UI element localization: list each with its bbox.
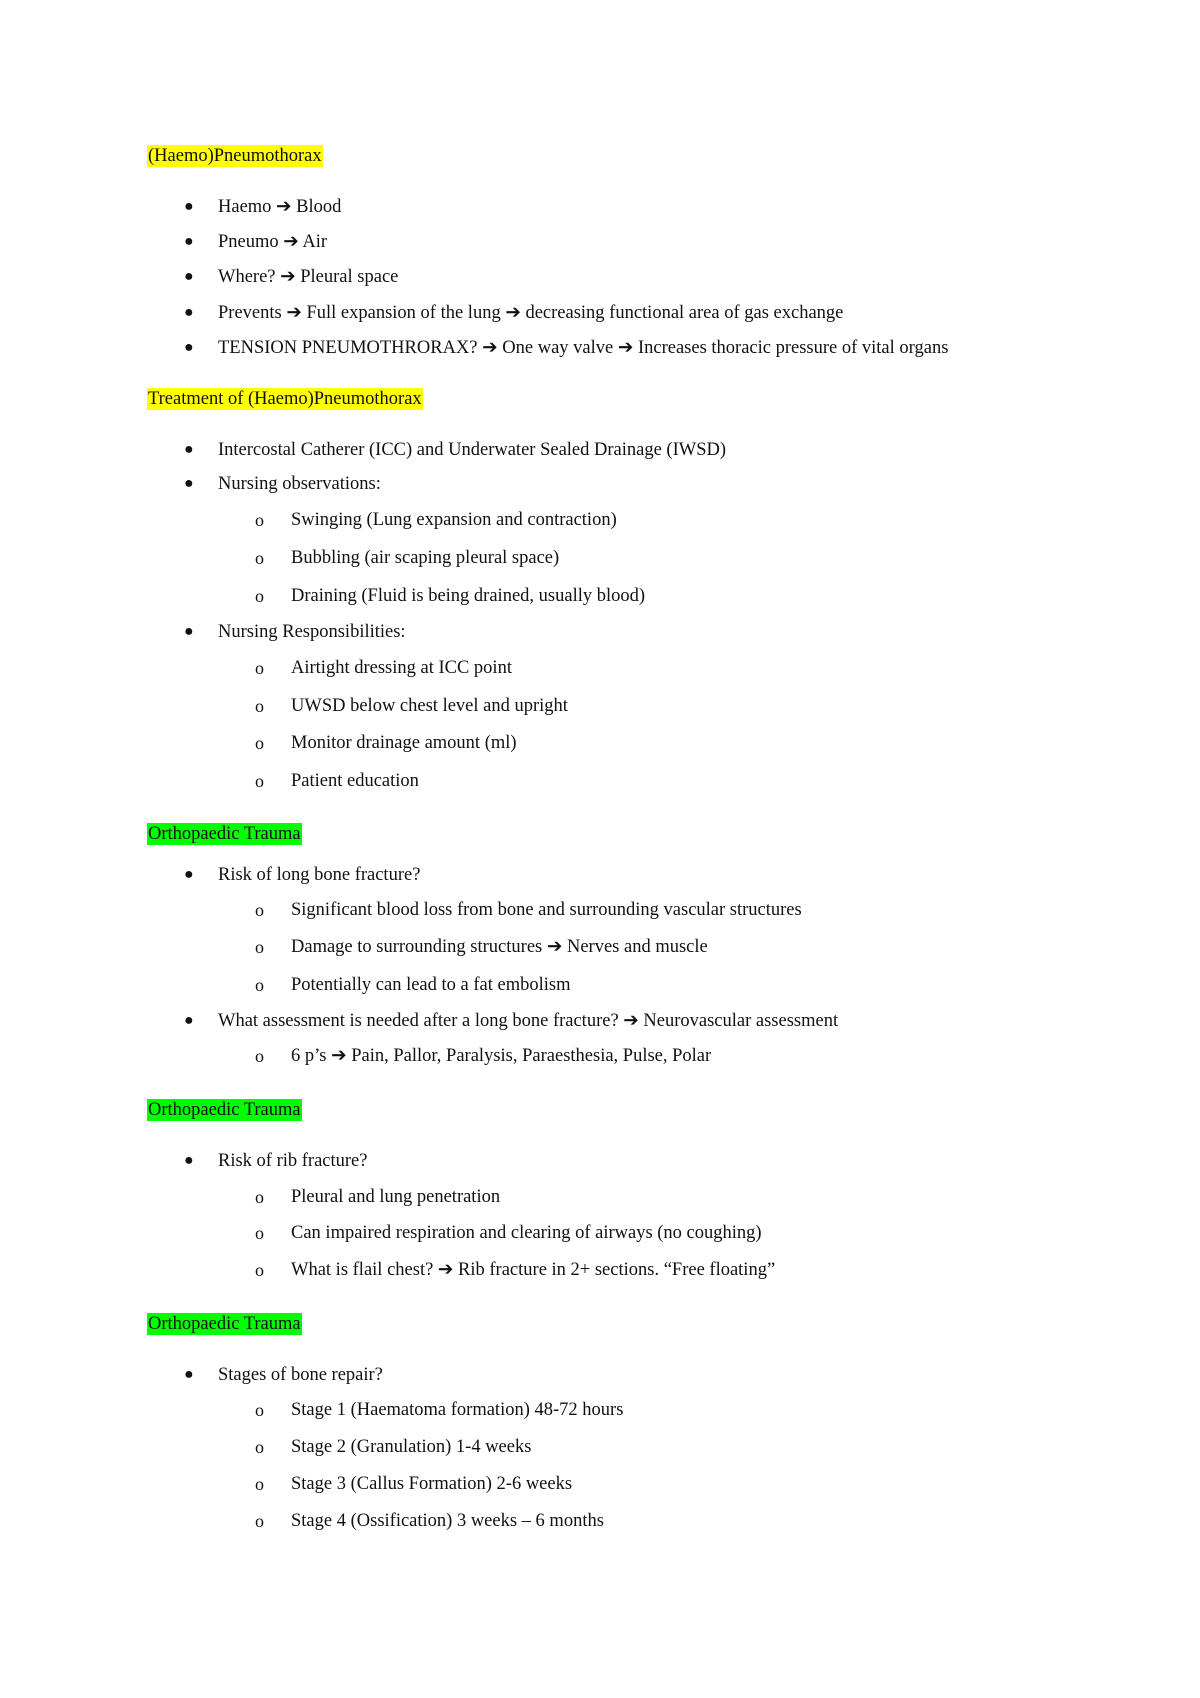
bullet-icon: ● xyxy=(184,623,194,640)
list-item: Where? ➔ Pleural space xyxy=(218,267,399,287)
sub-bullet-icon: o xyxy=(255,1046,264,1066)
sub-bullet-icon: o xyxy=(255,975,264,995)
sub-bullet-icon: o xyxy=(255,937,264,957)
sub-list-item: Airtight dressing at ICC point xyxy=(291,658,512,678)
sub-bullet-icon: o xyxy=(255,1260,264,1280)
sub-bullet-icon: o xyxy=(255,658,264,678)
list-item: Nursing observations: xyxy=(218,474,381,494)
sub-bullet-icon: o xyxy=(255,900,264,920)
bullet-icon: ● xyxy=(184,198,194,215)
sub-bullet-icon: o xyxy=(255,1400,264,1420)
sub-list-item: 6 p’s ➔ Pain, Pallor, Paralysis, Paraesthesia, Pulse, Polar xyxy=(291,1046,712,1066)
list-item: Pneumo ➔ Air xyxy=(218,232,328,252)
bullet-icon: ● xyxy=(184,441,194,458)
sub-bullet-icon: o xyxy=(255,771,264,791)
sub-list-item: Stage 1 (Haematoma formation) 48-72 hours xyxy=(291,1400,624,1420)
sub-bullet-icon: o xyxy=(255,586,264,606)
bullet-icon: ● xyxy=(184,339,194,356)
section-heading: Treatment of (Haemo)Pneumothorax xyxy=(148,389,422,409)
sub-bullet-icon: o xyxy=(255,548,264,568)
section-heading: Orthopaedic Trauma xyxy=(148,1100,301,1120)
list-item: Risk of rib fracture? xyxy=(218,1151,368,1171)
list-item: Stages of bone repair? xyxy=(218,1365,383,1385)
bullet-icon: ● xyxy=(184,866,194,883)
section-heading: Orthopaedic Trauma xyxy=(148,1314,301,1334)
bullet-icon: ● xyxy=(184,304,194,321)
list-item: Intercostal Catherer (ICC) and Underwater Sealed Drainage (IWSD) xyxy=(218,440,727,460)
sub-list-item: Stage 3 (Callus Formation) 2-6 weeks xyxy=(291,1474,573,1494)
sub-bullet-icon: o xyxy=(255,1187,264,1207)
sub-list-item: Patient education xyxy=(291,771,419,791)
list-item: Nursing Responsibilities: xyxy=(218,622,406,642)
list-item: Risk of long bone fracture? xyxy=(218,865,421,885)
sub-list-item: UWSD below chest level and upright xyxy=(291,696,568,716)
sub-list-item: Potentially can lead to a fat embolism xyxy=(291,975,571,995)
bullet-icon: ● xyxy=(184,1366,194,1383)
bullet-icon: ● xyxy=(184,233,194,250)
sub-list-item: Pleural and lung penetration xyxy=(291,1187,501,1207)
sub-list-item: What is flail chest? ➔ Rib fracture in 2+ sections. “Free floating” xyxy=(291,1260,776,1280)
sub-bullet-icon: o xyxy=(255,733,264,753)
sub-bullet-icon: o xyxy=(255,696,264,716)
section-heading: Orthopaedic Trauma xyxy=(148,824,301,844)
sub-list-item: Can impaired respiration and clearing of airways (no coughing) xyxy=(291,1223,762,1243)
sub-list-item: Bubbling (air scaping pleural space) xyxy=(291,548,560,568)
sub-list-item: Monitor drainage amount (ml) xyxy=(291,733,517,753)
sub-bullet-icon: o xyxy=(255,1511,264,1531)
bullet-icon: ● xyxy=(184,1152,194,1169)
bullet-icon: ● xyxy=(184,475,194,492)
sub-list-item: Stage 4 (Ossification) 3 weeks – 6 months xyxy=(291,1511,604,1531)
sub-list-item: Draining (Fluid is being drained, usually blood) xyxy=(291,586,646,606)
sub-list-item: Damage to surrounding structures ➔ Nerves and muscle xyxy=(291,937,708,957)
sub-list-item: Stage 2 (Granulation) 1-4 weeks xyxy=(291,1437,532,1457)
sub-bullet-icon: o xyxy=(255,1437,264,1457)
bullet-icon: ● xyxy=(184,268,194,285)
sub-list-item: Significant blood loss from bone and surrounding vascular structures xyxy=(291,900,802,920)
list-item: TENSION PNEUMOTHRORAX? ➔ One way valve ➔ Increases thoracic pressure of vital organs xyxy=(218,338,949,358)
sub-bullet-icon: o xyxy=(255,510,264,530)
sub-bullet-icon: o xyxy=(255,1474,264,1494)
list-item: Haemo ➔ Blood xyxy=(218,197,342,217)
sub-list-item: Swinging (Lung expansion and contraction) xyxy=(291,510,617,530)
list-item: What assessment is needed after a long bone fracture? ➔ Neurovascular assessment xyxy=(218,1011,839,1031)
list-item: Prevents ➔ Full expansion of the lung ➔ decreasing functional area of gas exchange xyxy=(218,303,844,323)
section-heading: (Haemo)Pneumothorax xyxy=(148,146,322,166)
sub-bullet-icon: o xyxy=(255,1223,264,1243)
bullet-icon: ● xyxy=(184,1012,194,1029)
